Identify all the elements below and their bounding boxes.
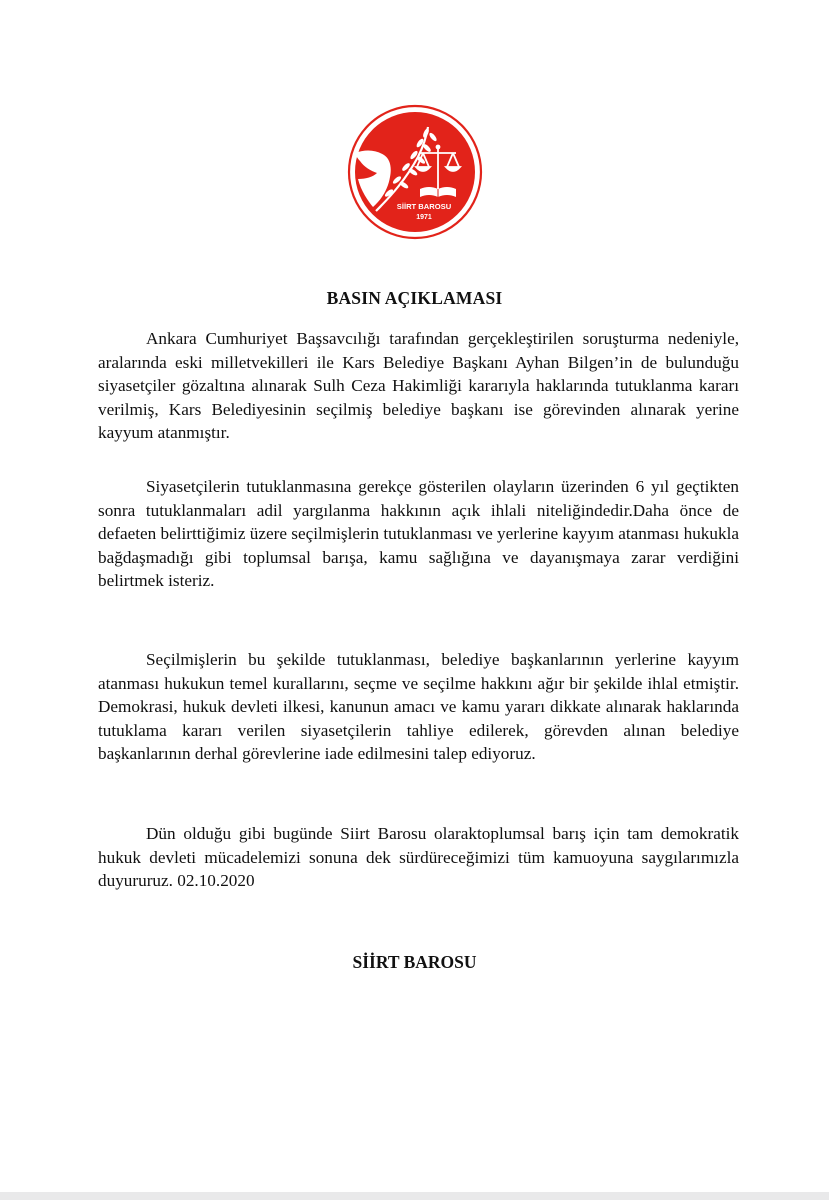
paragraph-2: Siyasetçilerin tutuklanmasına gerekçe gösterilen olayların üzerinden 6 yıl geçtikten sonra tutuklanmaları adil yargılanma hakkının açık ihlali niteliğindedir.Daha önce de defaeten belirttiğimiz üzere seçilmişlerin tutuklanması ve yerlerine kayyım atanması hukukla bağdaşmadığı gibi toplumsal barışa, kamu sağlığına ve dayanışmaya zarar verdiğini belirtmek isteriz. [98, 477, 739, 591]
paragraph-3: Seçilmişlerin bu şekilde tutuklanması, belediye başkanlarının yerlerine kayyım atanması hukukun temel kurallarını, seçme ve seçilme hakkını ağır bir şekilde ihlal etmiştir. Demokrasi, hukuk devleti ilkesi, kanunun amacı ve kamu yararı dikkate alınarak haklarında tutuklama kararı verilen siyasetçilerin tahliye edilerek, görevden alınan belediye başkanlarının derhal görevlerine iade edilmesini talep ediyoruz. [98, 650, 739, 764]
page-bottom-edge [0, 1192, 829, 1200]
paragraph-4: Dün olduğu gibi bugünde Siirt Barosu olaraktoplumsal barış için tam demokratik hukuk devleti mücadelemizi sonuna dek sürdüreceğimizi tüm kamuoyuna saygılarımızla duyururuz. 02.10.2020 [98, 824, 739, 891]
document-title: BASIN AÇIKLAMASI [326, 288, 503, 308]
siirt-barosu-logo [346, 103, 484, 241]
logo-name-text: SİİRT BAROSU [396, 202, 452, 211]
paragraph-1: Ankara Cumhuriyet Başsavcılığı tarafından gerçekleştirilen soruşturma nedeniyle, aralarında eski milletvekilleri ile Kars Belediye Başkanı Ayhan Bilgen’in de bulunduğu siyasetçiler gözaltına alınarak Sulh Ceza Hakimliği kararıyla haklarında tutuklanma kararı verilmiş, Kars Belediyesinin seçilmiş belediye başkanı ise görevinden alınarak yerine kayyum atanmıştır. [98, 329, 739, 443]
signature: SİİRT BAROSU [352, 952, 477, 972]
logo-year-text: 1971 [416, 214, 432, 221]
